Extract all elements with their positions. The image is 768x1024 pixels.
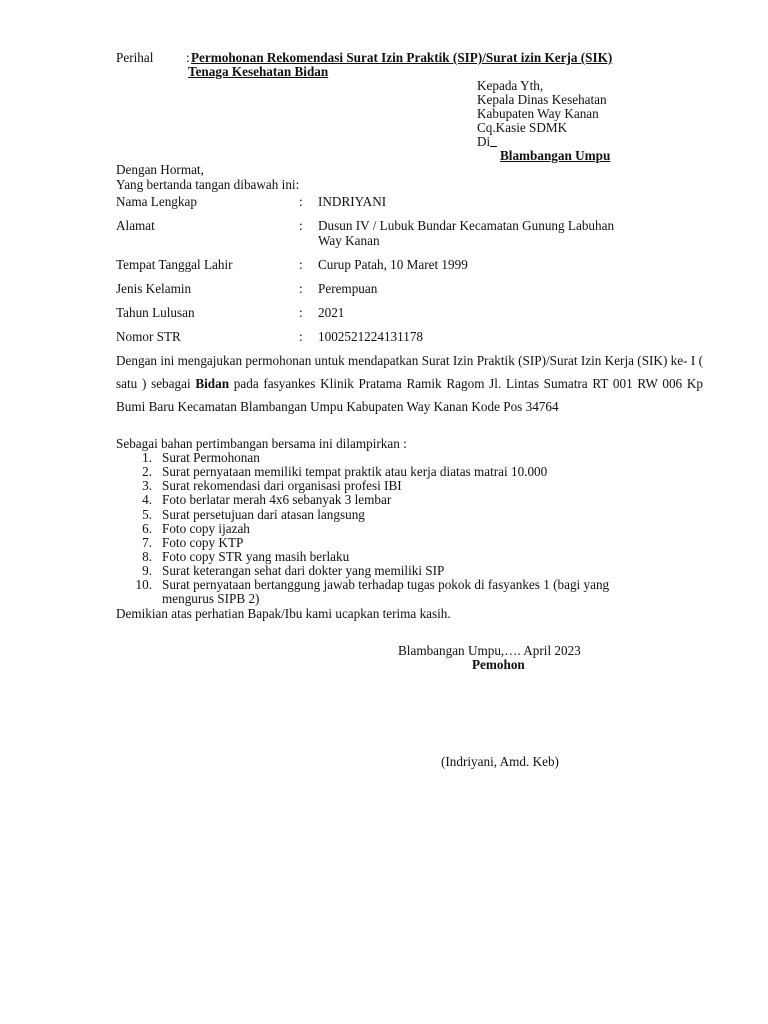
greeting-line-1: Dengan Hormat, [116, 162, 204, 177]
attachment-number: 10. [135, 577, 152, 593]
recipient-line-5: Di [477, 135, 497, 149]
attachment-text: Surat rekomendasi dari organisasi profesi IBI [162, 478, 402, 494]
lulusan-colon: : [299, 305, 303, 320]
recipient-line-3: Kabupaten Way Kanan [477, 106, 599, 121]
str-value: 1002521224131178 [318, 329, 424, 344]
body-text-before: Dengan ini mengajukan permohonan untuk mendapatkan Surat Izin Praktik (SIP)/Surat Izin Kerja (SIK) ke- I ( satu ) sebagai [116, 353, 703, 392]
attachment-text: Surat pernyataan bertanggung jawab terhadap tugas pokok di fasyankes 1 (bagi yang [162, 577, 610, 593]
attachment-number: 3. [142, 478, 152, 494]
subject-line-1: Permohonan Rekomendasi Surat Izin Praktik (SIP)/Surat izin Kerja (SIK) [191, 50, 613, 65]
closing-text: Demikian atas perhatian Bapak/Ibu kami ucapkan terima kasih. [116, 606, 451, 621]
nama-value: INDRIYANI [318, 194, 387, 209]
attachment-number: 8. [142, 548, 152, 564]
lulusan-value: 2021 [318, 305, 345, 320]
ttl-label: Tempat Tanggal Lahir [116, 257, 233, 272]
attachment-text: Surat keterangan sehat dari dokter yang memiliki SIP [162, 563, 445, 579]
jk-value: Perempuan [318, 281, 378, 296]
attachments-intro: Sebagai bahan pertimbangan bersama ini dilampirkan : [116, 436, 407, 451]
attachment-text: Foto berlatar merah 4x6 sebanyak 3 lembar [162, 492, 392, 508]
attachment-number: 1. [142, 450, 152, 465]
alamat-label: Alamat [116, 218, 155, 233]
signature-place-date: Blambangan Umpu,…. April 2023 [398, 643, 581, 658]
attachment-number: 4. [142, 492, 152, 508]
body-paragraph [116, 349, 703, 419]
nama-colon: : [299, 194, 303, 209]
perihal-label: Perihal [116, 50, 154, 65]
str-colon: : [299, 329, 303, 344]
attachment-number: 7. [142, 534, 152, 550]
recipient-line-1: Kepada Yth, [477, 78, 544, 93]
ttl-value: Curup Patah, 10 Maret 1999 [318, 257, 468, 272]
attachment-text: mengurus SIPB 2) [162, 591, 260, 607]
signature-name: (Indriyani, Amd. Keb) [441, 754, 559, 769]
alamat-value-line-1: Dusun IV / Lubuk Bundar Kecamatan Gunung Labuhan [318, 218, 615, 233]
str-label: Nomor STR [116, 329, 181, 344]
alamat-value-line-2: Way Kanan [318, 233, 380, 248]
attachment-text: Foto copy ijazah [162, 520, 250, 536]
recipient-line-4: Cq.Kasie SDMK [477, 120, 568, 135]
ttl-colon: : [299, 257, 303, 272]
attachment-text: Foto copy STR yang masih berlaku [162, 548, 350, 564]
attachment-number: 2. [142, 464, 152, 480]
attachment-number: 5. [142, 506, 152, 522]
perihal-colon: : [186, 50, 190, 65]
body-text-bold: Bidan [195, 376, 230, 392]
body-text-after: pada fasyankes Klinik Pratama Ramik Ragom Jl. Lintas Sumatra RT 001 RW 006 Kp Bumi Baru Kecamatan Blambangan Umpu Kabupaten Way Kanan Kode Pos 34764 [116, 376, 703, 415]
alamat-colon: : [299, 218, 303, 233]
recipient-place: Blambangan Umpu [500, 148, 611, 163]
attachment-text: Foto copy KTP [162, 534, 244, 550]
jk-colon: : [299, 281, 303, 296]
attachment-text: Surat persetujuan dari atasan langsung [162, 506, 365, 522]
attachment-number: 6. [142, 520, 152, 536]
attachment-number: 9. [142, 563, 152, 579]
greeting-line-2: Yang bertanda tangan dibawah ini: [116, 177, 300, 192]
attachment-text: Surat Permohonan [162, 450, 260, 465]
attachment-text: Surat pernyataan memiliki tempat praktik atau kerja diatas matrai 10.000 [162, 464, 548, 480]
lulusan-label: Tahun Lulusan [116, 305, 195, 320]
signature-role: Pemohon [472, 657, 525, 672]
recipient-line-2: Kepala Dinas Kesehatan [477, 92, 607, 107]
nama-label: Nama Lengkap [116, 194, 197, 209]
subject-line-2: Tenaga Kesehatan Bidan [188, 64, 329, 79]
jk-label: Jenis Kelamin [116, 281, 192, 296]
